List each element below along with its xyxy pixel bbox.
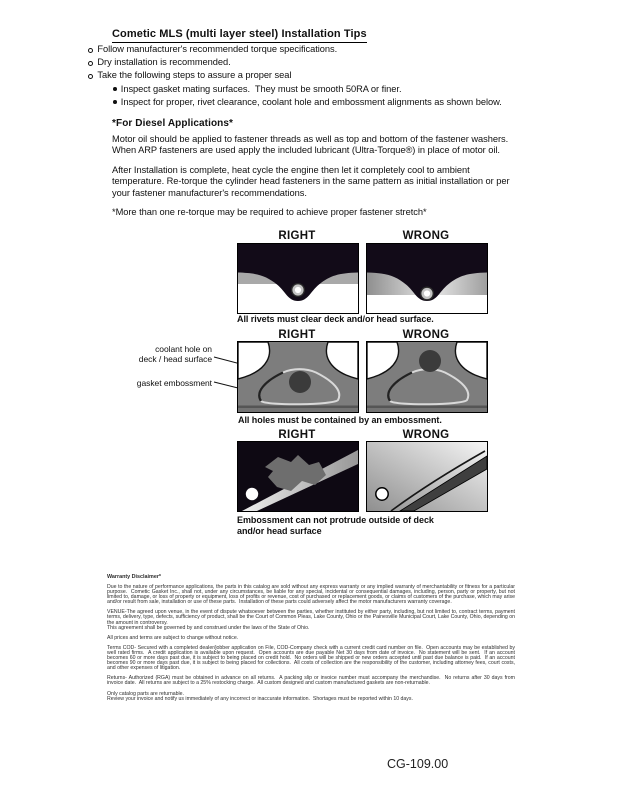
coolant-hole-annotation: coolant hole on deck / head surface <box>138 344 212 364</box>
retorque-note: *More than one re-torque may be required to achieve proper fastener stretch* <box>112 207 427 217</box>
tip-text: Follow manufacturer's recommended torque specifications. <box>97 44 338 54</box>
warranty-paragraph: Terms COD- Secured with a completed dealer/jobber application on File, COD-Company check with a current credit card number on file. Open accounts may be established by well rated firms. A credit application is available upon request. Open accounts are due payable Net 30 days from date of invoice. No statement will be sent. If an account becomes 60 or more days past due, it is subject to being placed on credit hold. No orders will be shipped or new orders accepted until past due balance is paid. If an account becomes 90 or more days past due, it is subject to being placed for collections. All costs of collection are the responsibility of the customer, including attorney fees, court costs, and other expenses of litigation. <box>107 644 517 672</box>
warranty-disclaimer <box>107 574 515 702</box>
diesel-paragraph: Motor oil should be applied to fastener threads as well as top and bottom of the fastener washers. When ARP fasteners are used apply the included lubricant (Ultra-Torque®) in place of motor oil. <box>112 134 511 156</box>
warranty-paragraph: VENUE-The agreed upon venue, in the event of dispute whatsoever between the parties, whether instituted by either party, including, but not limited to, contract terms, payment terms, delivery, type, defects, sufficiency of product, shall be the Court of Common Pleas, Lake County, Ohio or the Painesville Municipal Court, Lake County, Ohio, depending on the amount in controversy. <box>107 609 517 626</box>
open-bullet-icon <box>88 74 93 79</box>
wrong-label: WRONG <box>402 230 450 242</box>
embossment-protrusion-wrong-diagram <box>366 441 488 512</box>
right-label: RIGHT <box>278 429 316 441</box>
open-bullet-icon <box>88 48 93 53</box>
list-item <box>88 56 536 69</box>
diagram-caption: Embossment can not protrude outside of deck and/or head surface <box>237 515 434 536</box>
installation-tips-list <box>88 43 536 109</box>
tip-text: Dry installation is recommended. <box>97 57 231 68</box>
filled-bullet-icon <box>113 87 117 91</box>
warranty-paragraph: Review your invoice and notify us immediately of any incorrect or inaccurate information. Shortages must be reported within 10 days. <box>107 695 413 702</box>
wrong-label: WRONG <box>402 429 450 441</box>
embossment-containment-right-diagram <box>237 341 359 413</box>
warranty-paragraph: Only catalog parts are returnable. <box>107 690 184 697</box>
rivet-clearance-right-diagram <box>237 243 359 314</box>
sub-tip-text: Inspect for proper, rivet clearance, coolant hole and embossment alignments as shown below. <box>120 96 502 107</box>
right-label: RIGHT <box>278 230 316 242</box>
wrong-label: WRONG <box>402 329 450 341</box>
rivet-clearance-wrong-diagram <box>366 243 488 314</box>
list-item <box>88 43 536 56</box>
right-label: RIGHT <box>278 329 316 341</box>
list-item <box>113 83 536 96</box>
page-title: Cometic MLS (multi layer steel) Installation Tips <box>112 28 367 43</box>
embossment-protrusion-right-diagram <box>237 441 359 512</box>
gasket-embossment-annotation: gasket embossment <box>136 378 212 388</box>
sub-tip-text: Inspect gasket mating surfaces. They must be smooth 50RA or finer. <box>120 83 402 94</box>
warranty-paragraph: Due to the nature of performance applications, the parts in this catalog are sold without any express warranty or any implied warranty of merchantability or fitness for a particular purpose. Cometic Gasket Inc., shall not, under any circumstances, be liable for any special, incidental or consequential damages, including, person, party or property, but not limited to, damage, or loss of property or equipment, loss of profits or revenue, cost of purchased or replacement goods, or claims of customers of the purchase, which may arise and/or result from sale, installation or use of these parts. Installation of these parts could adversely affect the motor manufacturers warranty coverage. <box>107 584 517 606</box>
list-item <box>113 96 536 109</box>
list-item <box>88 69 536 82</box>
warranty-paragraph: Returns- Authorized (RGA) must be obtained in advance on all returns. A packing slip or invoice number must accompany the merchandise. No returns after 30 days from invoice date. All returns are subject to a 25% restocking charge. All custom designed and custom manufactured gaskets are non-returnable. <box>107 675 517 687</box>
warranty-heading: Warranty Disclaimer* <box>107 574 162 580</box>
sub-tips-list <box>113 83 536 109</box>
diesel-heading: *For Diesel Applications* <box>112 118 234 129</box>
open-bullet-icon <box>88 61 93 66</box>
page-code: CG-109.00 <box>387 757 449 771</box>
diagram-caption: All rivets must clear deck and/or head surface. <box>237 314 434 324</box>
diesel-paragraph: After Installation is complete, heat cycle the engine then let it completely cool to ambient temperature. Re-torque the cylinder head fasteners in the same pattern as initial installation or per your fastener manufacturer's recommendations. <box>112 165 513 198</box>
embossment-containment-wrong-diagram <box>366 341 488 413</box>
warranty-paragraph: All prices and terms are subject to change without notice. <box>107 634 239 641</box>
filled-bullet-icon <box>113 100 117 104</box>
tip-text: Take the following steps to assure a proper seal <box>97 70 292 81</box>
warranty-paragraph: This agreement shall be governed by and construed under the laws of the State of Ohio. <box>107 624 310 631</box>
diagram-caption: All holes must be contained by an embossment. <box>238 415 442 425</box>
